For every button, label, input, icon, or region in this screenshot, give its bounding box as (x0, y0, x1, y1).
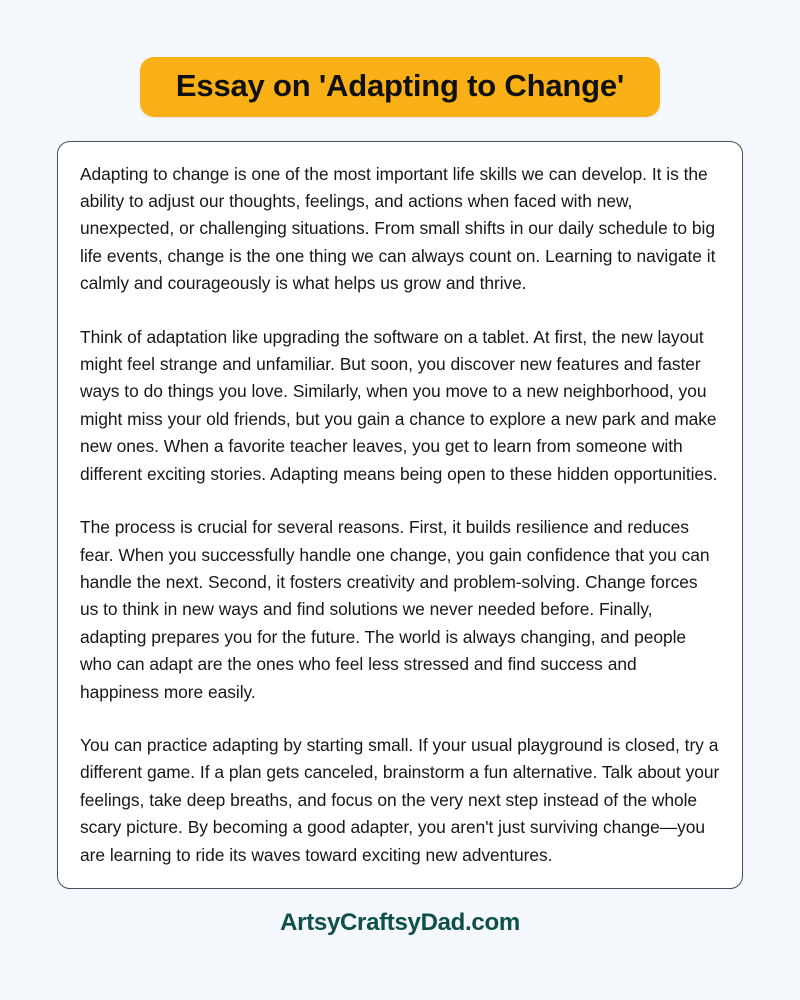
essay-paragraph-3: The process is crucial for several reasons. First, it builds resilience and reduces fear. When you successfully handle one change, you gain confidence that you can handle the next. Second, it fosters creativity and problem-solving. Change forces us to think in new ways and find solutions we never needed before. Finally, adapting prepares you for the future. The world is always changing, and people who can adapt are the ones who feel less stressed and find success and happiness more easily. (80, 517, 710, 702)
essay-paragraph-4: You can practice adapting by starting small. If your usual playground is closed, try a different game. If a plan gets canceled, brainstorm a fun alternative. Talk about your feelings, take deep breaths, and focus on the very next step instead of the whole scary picture. By becoming a good adapter, you aren't just surviving change—you are learning to ride its waves toward exciting new adventures. (80, 734, 720, 865)
essay-paragraph-2: Think of adaptation like upgrading the software on a tablet. At first, the new layout might feel strange and unfamiliar. But soon, you discover new features and faster ways to do things you love. Similarly, when you move to a new neighborhood, you might miss your old friends, but you gain a chance to explore a new park and make new ones. When a favorite teacher leaves, you get to learn from someone with different exciting stories. Adapting means being open to these hidden opportunities. (80, 326, 718, 484)
title-banner-container (0, 57, 800, 117)
page-title: Essay on 'Adapting to Change' (175, 68, 625, 103)
title-banner (140, 57, 660, 117)
essay-paragraph-1: Adapting to change is one of the most important life skills we can develop. It is the ability to adjust our thoughts, feelings, and actions when faced with new, unexpected, or challenging situations. From small shifts in our daily schedule to big life events, change is the one thing we can always count on. Learning to navigate it calmly and courageously is what helps us grow and thrive. (80, 163, 716, 294)
footer-brand-text: ArtsyCraftsyDad.com (280, 908, 520, 936)
essay-card (57, 141, 743, 889)
